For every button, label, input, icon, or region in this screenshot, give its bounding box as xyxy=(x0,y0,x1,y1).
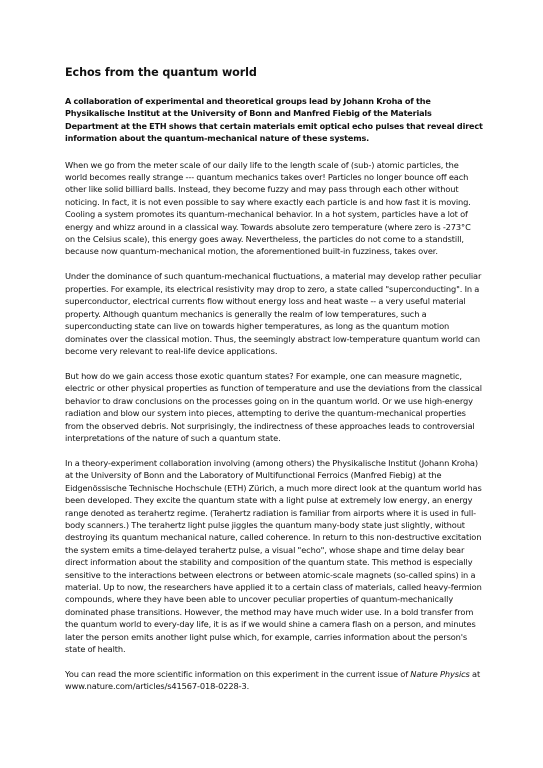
journal-name: Nature Physics xyxy=(410,669,470,680)
article-paragraph-4: In a theory-experiment collaboration involving (among others) the Physikalische Institut (Johann Kroha) at the University of Bonn and the Laboratory of Multifunctional Ferroics (Manfred Fiebig) at the Eidgenössische Technische Hochschule (ETH) Zürich, a much more direct look at the quantum world has been developed. They excite the quantum state with a light pulse at extremely low energy, an energy range denoted as terahertz regime. (Terahertz radiation is familiar from airports where it is used in full-body scanners.) The terahertz light pulse jiggles the quantum many-body state just slightly, without destroying its quantum mechanical nature, called coherence. In return to this non-destructive excitation the system emits a time-delayed terahertz pulse, a visual "echo", whose shape and time delay bear direct information about the stability and composition of the quantum state. This method is especially sensitive to the interactions between electrons or between atomic-scale magnets (so-called spins) in a material. Up to now, the researchers have applied it to a certain class of materials, called heavy-fermion compounds, where they have been able to uncover peculiar properties of quantum-mechanically dominated phase transitions. However, the method may have much wider use. In a bold transfer from the quantum world to every-day life, it is as if we would shine a camera flash on a person, and minutes later the person emits another light pulse which, for example, carries information about the person's state of health. xyxy=(65,457,482,655)
closing-text-after: at www.nature.com/articles/s41567-018-0228-3. xyxy=(65,669,481,692)
closing-text-before: You can read the more scientific information on this experiment in the current issue of xyxy=(65,669,411,680)
article-lead: A collaboration of experimental and theoretical groups lead by Johann Kroha of the Physikalische Institut at the University of Bonn and Manfred Fiebig of the Materials Department at the ETH shows that certain materials emit optical echo pulses that reveal direct information about the quantum-mechanical nature of these systems. xyxy=(65,96,483,144)
article-paragraph-2: Under the dominance of such quantum-mechanical fluctuations, a material may develop rather peculiar properties. For example, its electrical resistivity may drop to zero, a state called "superconducting". In a superconductor, electrical currents flow without energy loss and heat waste -- a very useful material property. Although quantum mechanics is generally the realm of low temperatures, such a superconducting state can live on towards higher temperatures, as long as the quantum motion dominates over the classical motion. Thus, the seemingly abstract low-temperature quantum world can become very relevant to real-life device applications. xyxy=(65,271,482,356)
article-title: Echos from the quantum world xyxy=(65,66,257,79)
article xyxy=(65,66,483,705)
article-closing xyxy=(65,668,483,693)
article-paragraph-3: But how do we gain access those exotic quantum states? For example, one can measure magnetic, electric or other physical properties as function of temperature and use the deviations from the classical behavior to draw conclusions on the processes going on in the quantum world. Or we use high-energy radiation and blow our system into pieces, attempting to derive the quantum-mechanical properties from the observed debris. Not surprisingly, the indirectness of these approaches leads to controversial interpretations of the nature of such a quantum state. xyxy=(65,370,482,443)
article-paragraph-1: When we go from the meter scale of our daily life to the length scale of (sub-) atomic particles, the world becomes really strange --- quantum mechanics takes over! Particles no longer bounce off each other like solid billiard balls. Instead, they become fuzzy and may pass through each other without noticing. In fact, it is not even possible to say where exactly each particle is and how fast it is moving. Cooling a system promotes its quantum-mechanical behavior. In a hot system, particles have a lot of energy and whizz around in a classical way. Towards absolute zero temperature (where zero is -273°C on the Celsius scale), this energy goes away. Nevertheless, the particles do not come to a standstill, because now quantum-mechanical motion, the aforementioned built-in fuzziness, takes over. xyxy=(65,159,471,257)
